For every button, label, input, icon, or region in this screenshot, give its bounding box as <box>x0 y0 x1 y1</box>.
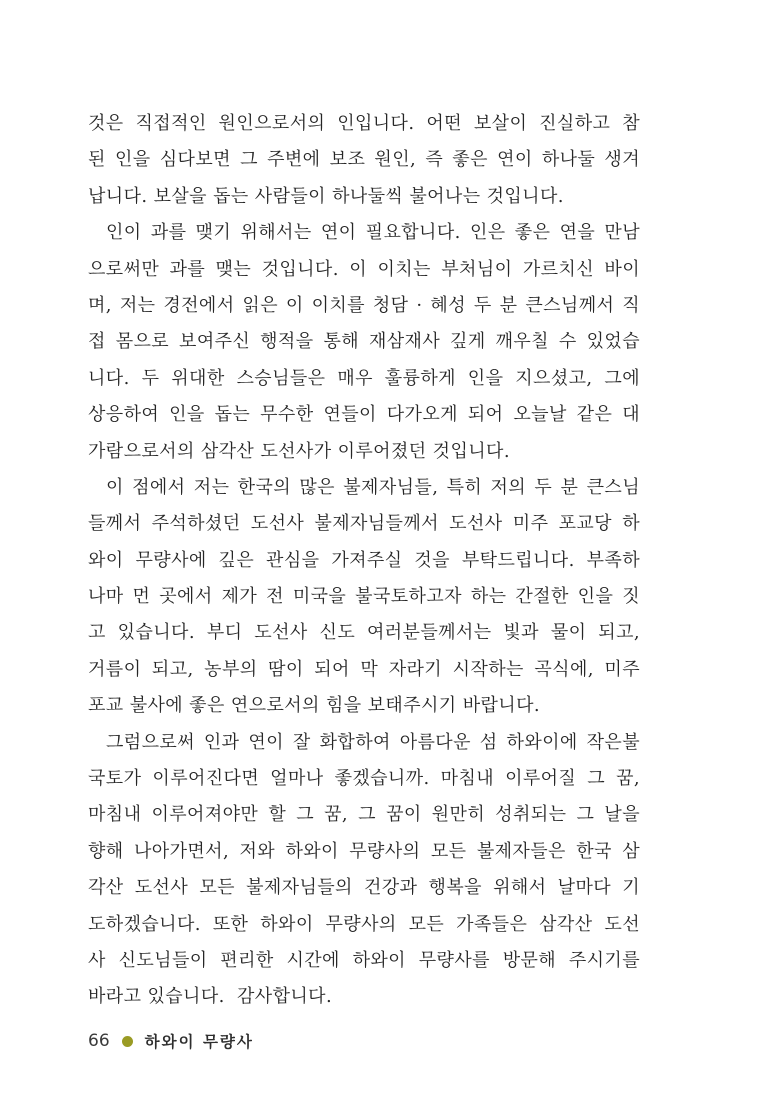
text-line: 납니다. 보살을 돕는 사람들이 하나둘씩 불어나는 것입니다. <box>88 185 564 207</box>
text-line: 나마 먼 곳에서 제가 전 미국을 불국토하고자 하는 간절한 인을 짓 <box>88 586 640 608</box>
book-title: 하와이 무량사 <box>144 1033 254 1051</box>
text-line: 으로써만 과를 맺는 것입니다. 이 이치는 부처님이 가르치신 바이 <box>88 258 640 280</box>
bullet-icon <box>122 1036 133 1047</box>
text-line: 것은 직접적인 원인으로서의 인입니다. 어떤 보살이 진실하고 참 <box>88 113 640 134</box>
text-line: 도하겠습니다. 또한 하와이 무량사의 모든 가족들은 삼각산 도선 <box>88 913 640 935</box>
text-line: 상응하여 인을 돕는 무수한 연들이 다가오게 되어 오늘날 같은 대 <box>88 404 640 426</box>
text-line: 각산 도선사 모든 불제자님들의 건강과 행복을 위해서 날마다 기 <box>88 877 640 899</box>
text-line: 사 신도님들이 편리한 시간에 하와이 무량사를 방문해 주시기를 <box>88 949 640 971</box>
text-line: 포교 불사에 좋은 연으로서의 힘을 보태주시기 바랍니다. <box>88 695 540 717</box>
text-line: 향해 나아가면서, 저와 하와이 무량사의 모든 불제자들은 한국 삼 <box>88 840 640 862</box>
text-line: 접 몸으로 보여주신 행적을 통해 재삼재사 깊게 깨우칠 수 있었습 <box>88 331 640 353</box>
paragraph <box>88 215 640 470</box>
paragraph <box>88 106 640 215</box>
text-line: 고 있습니다. 부디 도선사 신도 여러분들께서는 빛과 물이 되고, <box>88 622 640 644</box>
text-line: 이 점에서 저는 한국의 많은 불제자님들, 특히 저의 두 분 큰스님 <box>106 476 640 498</box>
text-line: 가람으로서의 삼각산 도선사가 이루어졌던 것입니다. <box>88 440 510 462</box>
text-line: 국토가 이루어진다면 얼마나 좋겠습니까. 마침내 이루어질 그 꿈, <box>88 768 640 790</box>
body-text <box>88 106 640 1016</box>
text-line: 들께서 주석하셨던 도선사 불제자님들께서 도선사 미주 포교당 하 <box>88 513 640 535</box>
page-footer <box>88 1030 254 1052</box>
text-line: 인이 과를 맺기 위해서는 연이 필요합니다. 인은 좋은 연을 만남 <box>106 222 640 244</box>
paragraph <box>88 470 640 725</box>
text-line: 된 인을 심다보면 그 주변에 보조 원인, 즉 좋은 연이 하나둘 생겨 <box>88 149 640 171</box>
paragraph <box>88 725 640 1016</box>
text-line: 와이 무량사에 깊은 관심을 가져주실 것을 부탁드립니다. 부족하 <box>88 549 640 571</box>
text-line: 바라고 있습니다. 감사합니다. <box>88 986 333 1008</box>
text-line: 거름이 되고, 농부의 땀이 되어 막 자라기 시작하는 곡식에, 미주 <box>88 658 640 680</box>
page-number: 66 <box>88 1031 110 1051</box>
text-line: 그럼으로써 인과 연이 잘 화합하여 아름다운 섬 하와이에 작은불 <box>106 731 640 753</box>
text-line: 마침내 이루어져야만 할 그 꿈, 그 꿈이 원만히 성취되는 그 날을 <box>88 804 640 826</box>
text-line: 며, 저는 경전에서 읽은 이 이치를 청담 · 혜성 두 분 큰스님께서 직 <box>88 294 640 316</box>
text-line: 니다. 두 위대한 스승님들은 매우 훌륭하게 인을 지으셨고, 그에 <box>88 367 640 389</box>
